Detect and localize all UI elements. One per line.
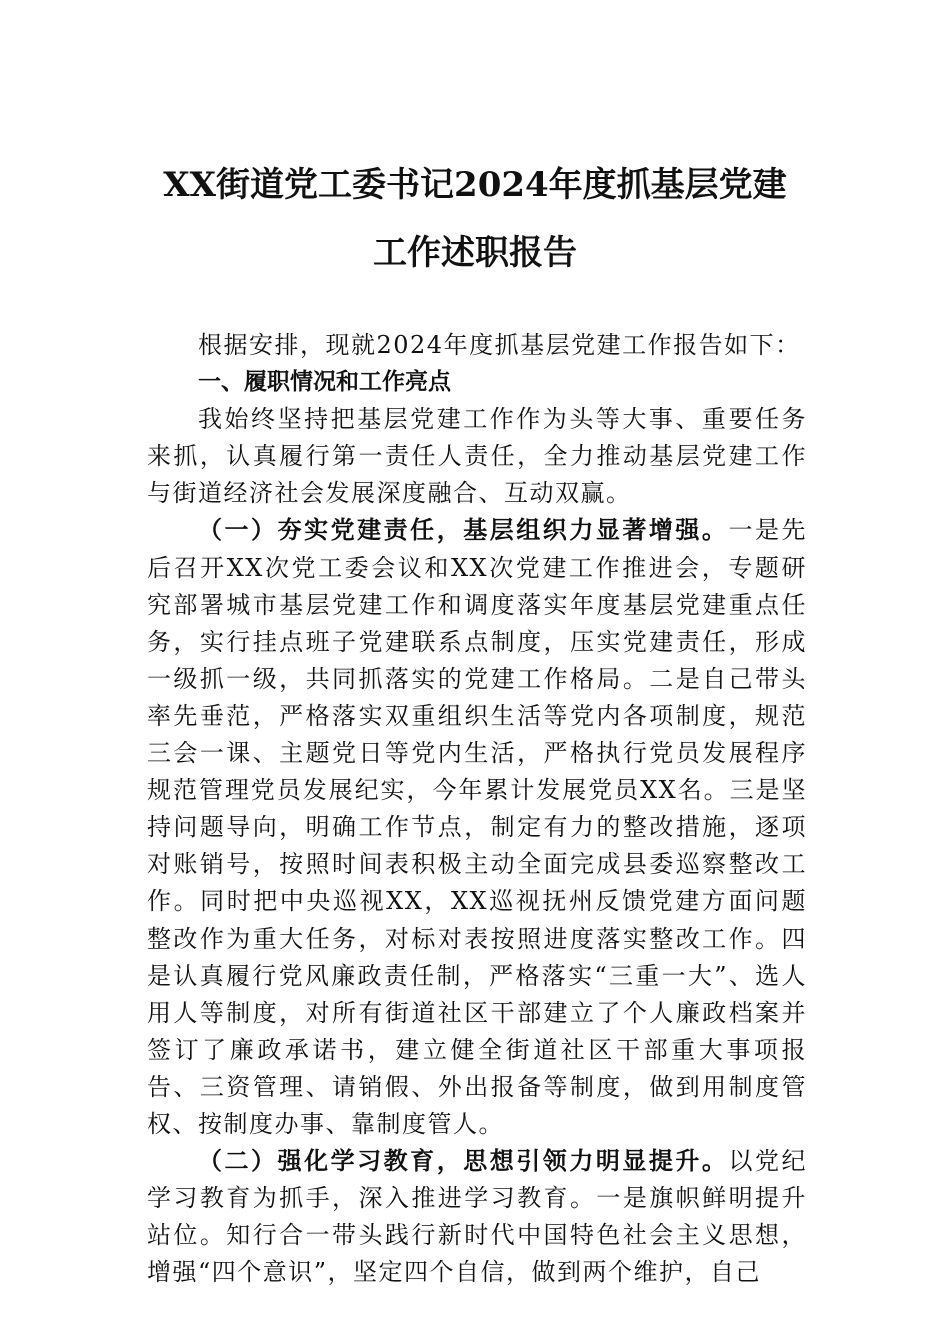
document-body — [147, 327, 807, 1291]
subsection-2-lead: （二）强化学习教育，思想引领力明显提升。 — [198, 1147, 729, 1176]
document-title-line-1: XX街道党工委书记2024年度抓基层党建 — [163, 165, 787, 205]
intro-paragraph: 根据安排，现就2024年度抓基层党建工作报告如下： — [198, 331, 801, 359]
section-1-paragraph: 我始终坚持把基层党建工作作为头等大事、重要任务来抓，认真履行第一责任人责任，全力推动基层党建工作与街道经济社会发展深度融合、互动双赢。 — [147, 405, 807, 508]
subsection-1-paragraph — [147, 512, 807, 1143]
section-heading-1: 一、履职情况和工作亮点 — [198, 369, 451, 396]
subsection-2-paragraph — [147, 1143, 807, 1291]
document-title-line-2: 工作述职报告 — [373, 233, 577, 273]
subsection-1-body: 一是先后召开XX次党工委会议和XX次党建工作推进会，专题研究部署城市基层党建工作和调度落实年度基层党建重点任务，实行挂点班子党建联系点制度，压实党建责任，形成一级抓一级，共同抓落实的党建工作格局。二是自己带头率先垂范，严格落实双重组织生活等党内各项制度，规范三会一课、主题党日等党内生活，严格执行党员发展程序规范管理党员发展纪实，今年累计发展党员XX名。三是坚持问题导向，明确工作节点，制定有力的整改措施，逐项对账销号，按照时间表积极主动全面完成县委巡察整改工作。同时把中央巡视XX，XX巡视抚州反馈党建方面问题整改作为重大任务，对标对表按照进度落实整改工作。四是认真履行党风廉政责任制，严格落实“三重一大”、选人用人等制度，对所有街道社区干部建立了个人廉政档案并签订了廉政承诺书，建立健全街道社区干部重大事项报告、三资管理、请销假、外出报备等制度，做到用制度管权、按制度办事、靠制度管人。 — [147, 516, 807, 1138]
subsection-2-body: 以党纪学习教育为抓手，深入推进学习教育。一是旗帜鲜明提升站位。知行合一带头践行新时代中国特色社会主义思想，增强“四个意识”，坚定四个自信，做到两个维护，自己 — [147, 1147, 807, 1287]
subsection-1-lead: （一）夯实党建责任，基层组织力显著增强。 — [198, 516, 729, 545]
